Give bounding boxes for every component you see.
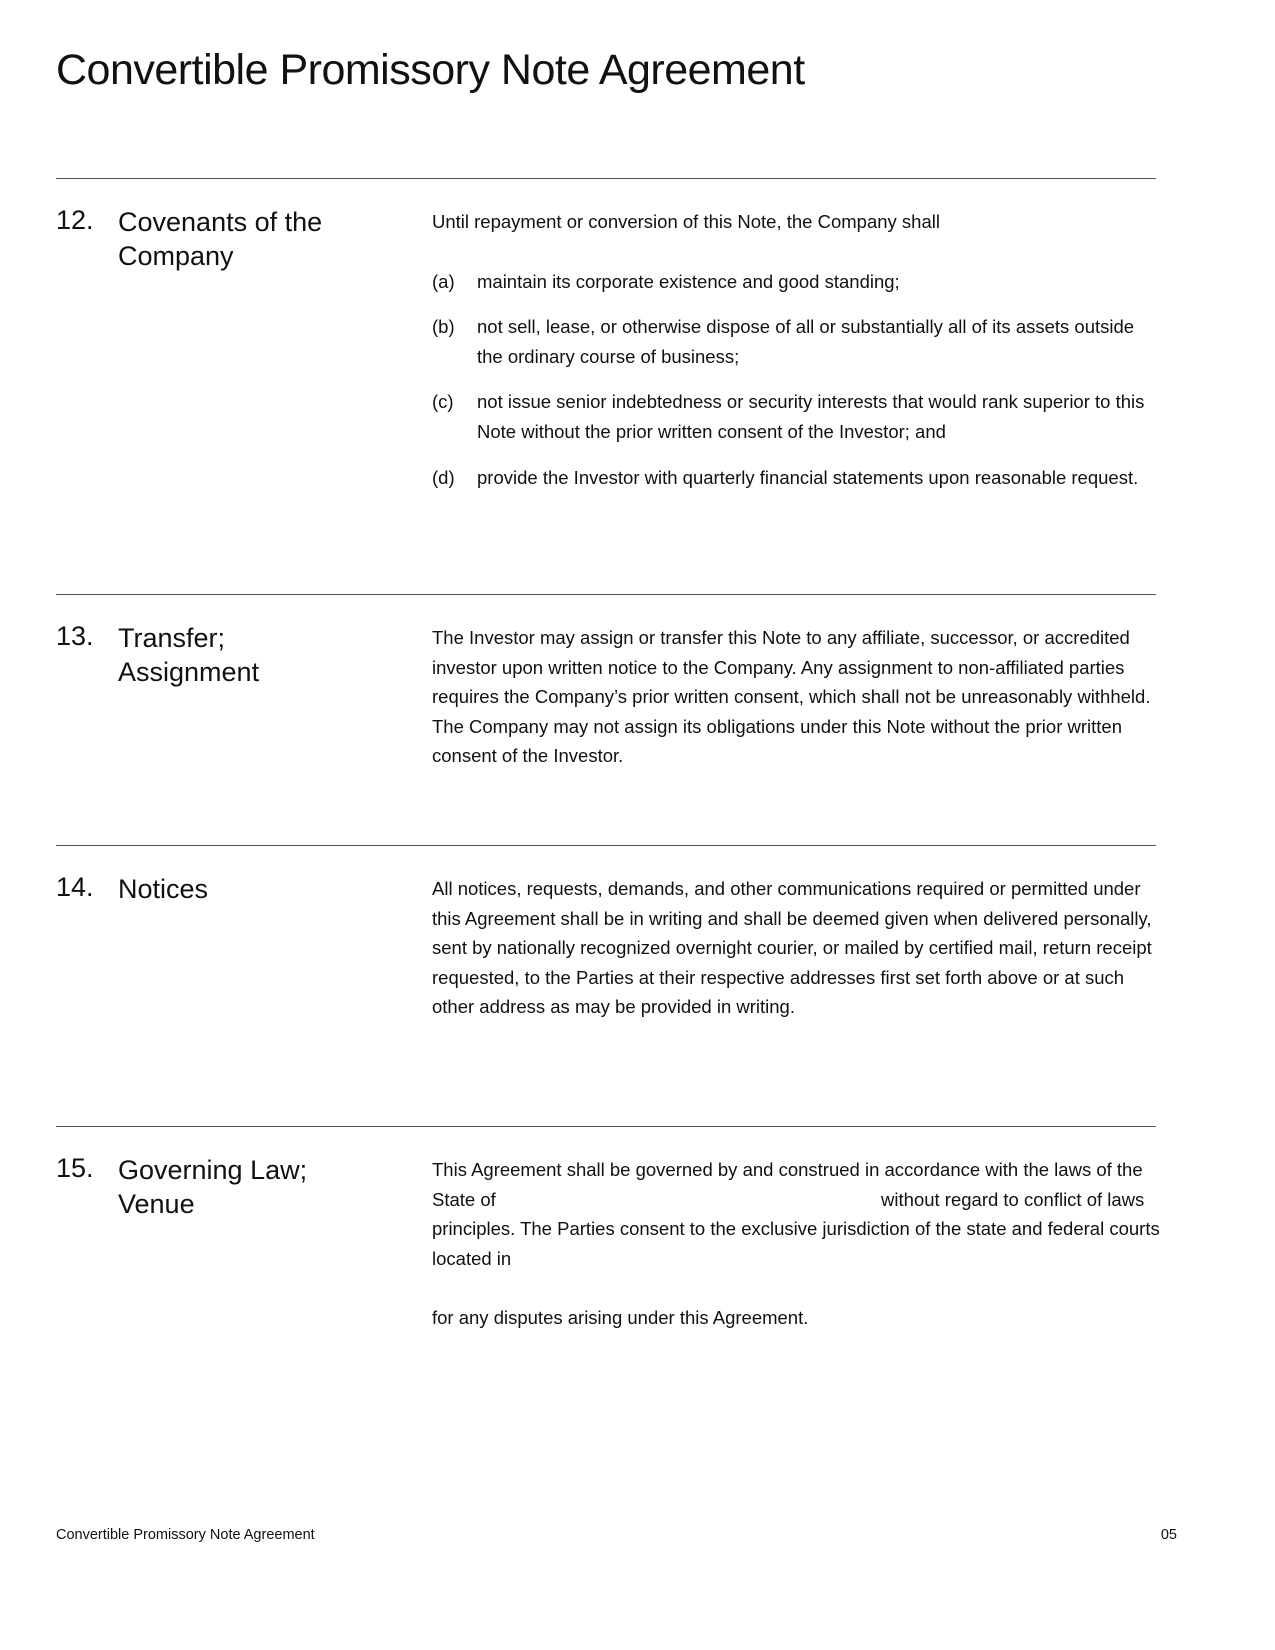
- item-label: (b): [432, 316, 455, 338]
- page-number: 05: [1160, 1527, 1177, 1543]
- item-label: (d): [432, 466, 455, 488]
- section-text: without regard to conflict of laws principles. The Parties consent to the exclusive jurisdiction of the state and federal courts located in: [432, 1188, 1160, 1269]
- item-text: maintain its corporate existence and good standing;: [477, 270, 900, 292]
- footer-title: Convertible Promissory Note Agreement: [56, 1527, 315, 1543]
- section-text: This Agreement shall be governed by and construed in accordance with the laws of the State of: [432, 1159, 1143, 1210]
- section-heading: Governing Law; Venue: [118, 1155, 308, 1219]
- section-number: 12.: [56, 205, 94, 235]
- section-transfer: [56, 594, 1156, 846]
- item-text: not sell, lease, or otherwise dispose of all or substantially all of its assets outside the ordinary course of business;: [477, 316, 1135, 367]
- section-heading: Transfer; Assignment: [118, 623, 260, 687]
- item-text: not issue senior indebtedness or security interests that would rank superior to this Note without the prior written consent of the Investor; and: [477, 391, 1145, 442]
- section-text: for any disputes arising under this Agreement.: [432, 1306, 809, 1328]
- item-label: (a): [432, 270, 455, 292]
- section-number: 13.: [56, 621, 94, 651]
- list-item: [432, 267, 1160, 297]
- item-text: provide the Investor with quarterly financial statements upon reasonable request.: [477, 466, 1139, 488]
- list-item: [432, 312, 1160, 371]
- section-intro: Until repayment or conversion of this Note, the Company shall: [432, 211, 940, 232]
- section-governing-law: [56, 1126, 1160, 1377]
- section-notices: [56, 845, 1156, 1127]
- section-text: All notices, requests, demands, and other communications required or permitted under this Agreement shall be in writing and shall be deemed given when delivered personally, sent by nationally recognized overnight courier, or mailed by certified mail, return receipt requested, to the Parties at their respective addresses first set forth above or at such other address as may be provided in writing.: [432, 878, 1152, 1018]
- section-text: The Investor may assign or transfer this Note to any affiliate, successor, or accredited investor upon written notice to the Company. Any assignment to non-affiliated parties requires the Company’s prior written consent, which shall not be unreasonably withheld. The Company may not assign its obligations under this Note without the prior written consent of the Investor.: [432, 627, 1151, 767]
- list-item: [432, 387, 1160, 446]
- page-title: Convertible Promissory Note Agreement: [56, 46, 805, 94]
- list-item: [432, 463, 1160, 493]
- section-number: 15.: [56, 1153, 94, 1183]
- section-covenants: [56, 178, 1156, 595]
- section-number: 14.: [56, 872, 94, 902]
- section-heading: Notices: [118, 874, 209, 904]
- item-label: (c): [432, 391, 454, 413]
- section-body: [432, 207, 1160, 508]
- section-heading: Covenants of the Company: [118, 207, 323, 271]
